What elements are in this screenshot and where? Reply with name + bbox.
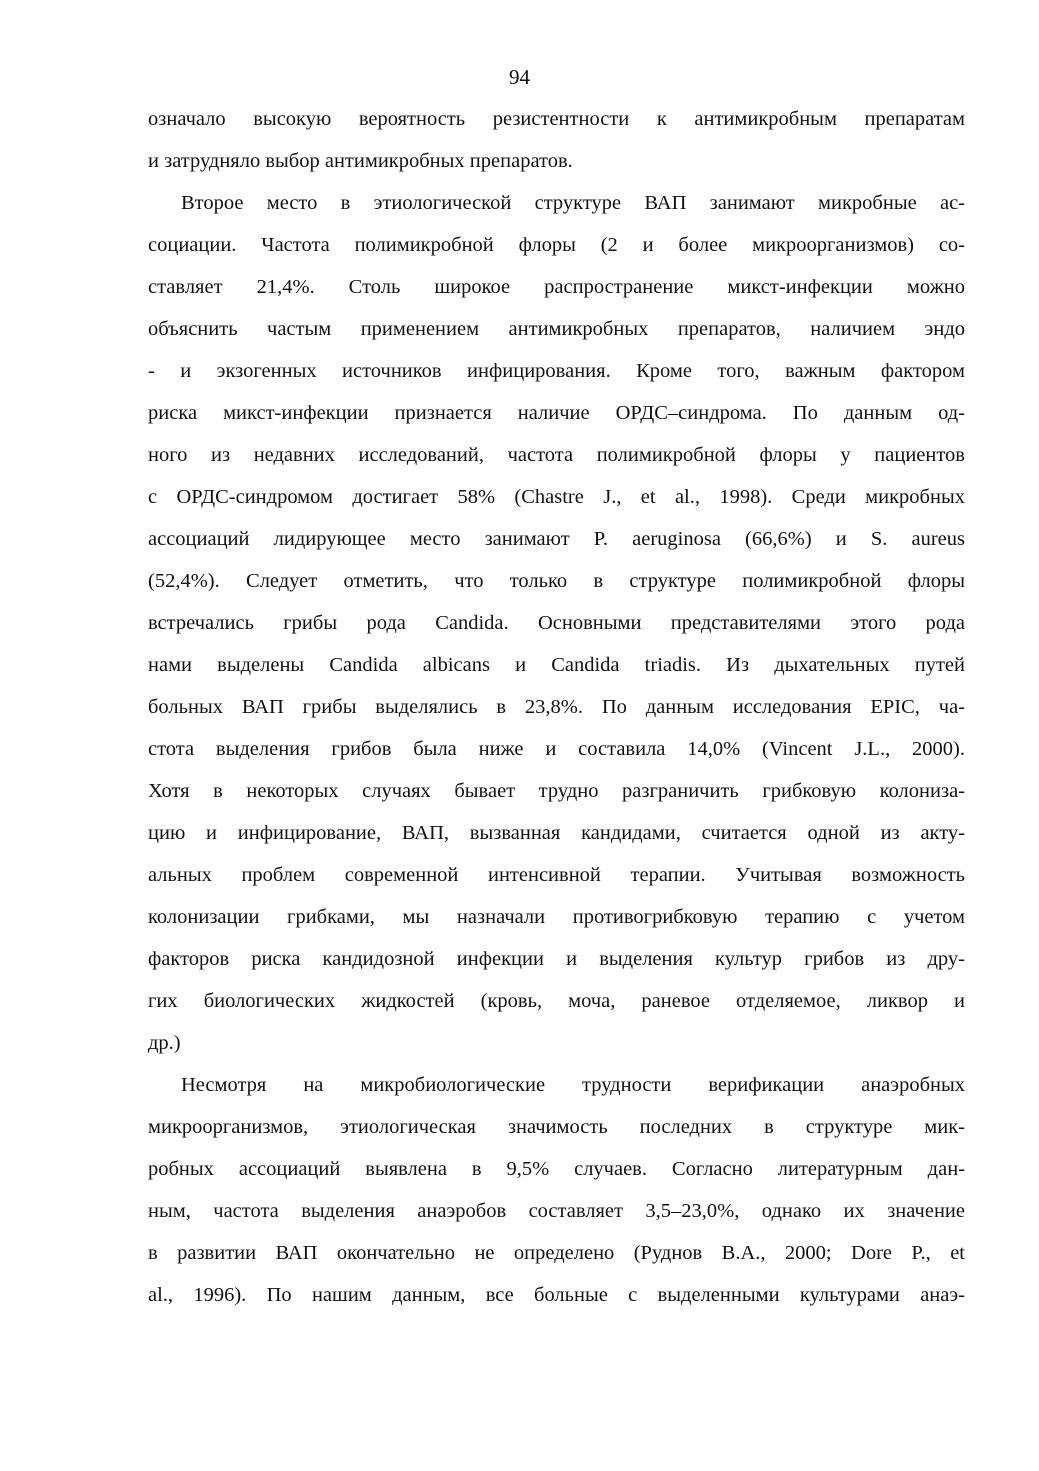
text-line: объяснить частым применением антимикробных препаратов, наличием эндо — [148, 318, 965, 340]
text-line: робных ассоциаций выявлена в 9,5% случаев. Согласно литературным дан- — [148, 1158, 965, 1180]
text-line: ным, частота выделения анаэробов составляет 3,5–23,0%, однако их значение — [148, 1200, 965, 1222]
text-line: альных проблем современной интенсивной терапии. Учитывая возможность — [148, 864, 965, 886]
text-line: и затрудняло выбор антимикробных препаратов. — [148, 150, 573, 172]
text-line: микроорганизмов, этиологическая значимость последних в структуре мик- — [148, 1116, 965, 1138]
text-line: Несмотря на микробиологические трудности верификации анаэробных — [181, 1074, 965, 1096]
paragraph — [148, 1064, 965, 1316]
text-line: - и экзогенных источников инфицирования. Кроме того, важным фактором — [148, 360, 965, 382]
text-line: ставляет 21,4%. Столь широкое распространение микст-инфекции можно — [148, 276, 965, 298]
text-line: Второе место в этиологической структуре ВАП занимают микробные ас- — [181, 192, 965, 214]
page-number: 94 — [509, 65, 530, 89]
text-line: социации. Частота полимикробной флоры (2 и более микроорганизмов) со- — [148, 234, 965, 256]
text-line: Хотя в некоторых случаях бывает трудно разграничить грибковую колониза- — [148, 780, 965, 802]
text-line: стота выделения грибов была ниже и составила 14,0% (Vincent J.L., 2000). — [148, 738, 965, 760]
text-line: означало высокую вероятность резистентности к антимикробным препаратам — [148, 108, 965, 130]
text-line: факторов риска кандидозной инфекции и выделения культур грибов из дру- — [148, 948, 965, 970]
text-line: (52,4%). Следует отметить, что только в структуре полимикробной флоры — [148, 570, 965, 592]
text-line: ассоциаций лидирующее место занимают P. aeruginosa (66,6%) и S. aureus — [148, 528, 965, 550]
text-line: др.) — [148, 1032, 181, 1054]
text-line: встречались грибы рода Candida. Основными представителями этого рода — [148, 612, 965, 634]
text-line: цию и инфицирование, ВАП, вызванная кандидами, считается одной из акту- — [148, 822, 965, 844]
text-line: риска микст-инфекции признается наличие ОРДС–синдрома. По данным од- — [148, 402, 965, 424]
text-line: в развитии ВАП окончательно не определено (Руднов В.А., 2000; Dore P., et — [148, 1242, 965, 1264]
text-line: с ОРДС-синдромом достигает 58% (Chastre J., et al., 1998). Среди микробных — [148, 486, 965, 508]
text-line: al., 1996). По нашим данным, все больные с выделенными культурами анаэ- — [148, 1284, 965, 1306]
paragraph — [148, 98, 965, 182]
text-line: ного из недавних исследований, частота полимикробной флоры у пациентов — [148, 444, 965, 466]
text-line: колонизации грибками, мы назначали противогрибковую терапию с учетом — [148, 906, 965, 928]
body-text — [148, 98, 965, 1316]
text-line: больных ВАП грибы выделялись в 23,8%. По данным исследования EPIC, ча- — [148, 696, 965, 718]
text-line: гих биологических жидкостей (кровь, моча, раневое отделяемое, ликвор и — [148, 990, 965, 1012]
paragraph — [148, 182, 965, 1064]
text-line: нами выделены Candida albicans и Candida triadis. Из дыхательных путей — [148, 654, 965, 676]
